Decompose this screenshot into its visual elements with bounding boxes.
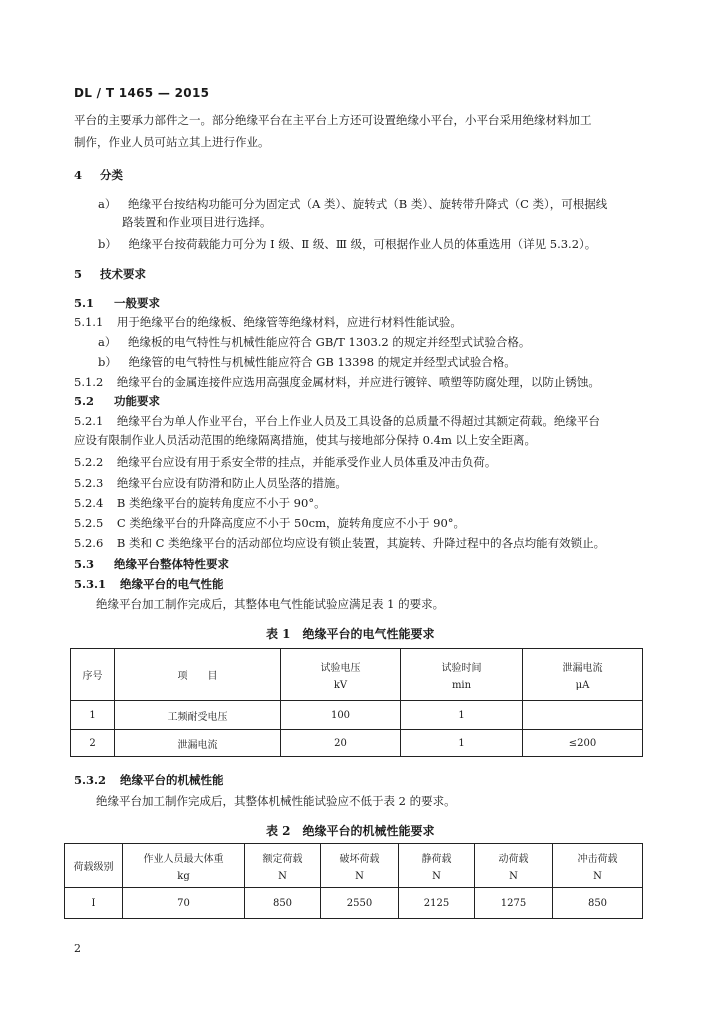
clause-number: 5.2.1 — [74, 414, 104, 428]
section-title: 功能要求 — [114, 394, 161, 408]
table-cell: 2 — [71, 730, 115, 757]
clause-5-2-2 — [74, 454, 496, 470]
table-cell: 2550 — [321, 888, 399, 919]
table-cell: 2125 — [399, 888, 475, 919]
section-title: 绝缘平台的机械性能 — [120, 773, 224, 787]
clause-number: 5.1.2 — [74, 375, 104, 389]
table-row — [71, 730, 643, 757]
clause-text: 绝缘平台为单人作业平台，平台上作业人员及工具设备的总质量不得超过其额定荷载。绝缘平台 — [116, 414, 600, 428]
table-cell: 70 — [123, 888, 245, 919]
clause-number: 5.1.1 — [74, 315, 104, 329]
header-cell: 作业人员最大体重 kg — [123, 844, 245, 888]
section-number: 5.3 — [74, 557, 95, 571]
item-label: b） — [98, 237, 117, 251]
item-text: 绝缘板的电气特性与机械性能应符合 GB/T 1303.2 的规定并经型式试验合格。 — [128, 335, 531, 349]
header-cell: 破坏荷载 N — [321, 844, 399, 888]
clause-text: 用于绝缘平台的绝缘板、绝缘管等绝缘材料，应进行材料性能试验。 — [116, 315, 462, 329]
clause-5-1-1 — [74, 314, 462, 330]
section-title: 一般要求 — [114, 296, 161, 310]
header-cell: 试验时间 min — [401, 649, 523, 701]
clause-5-2-6 — [74, 535, 605, 551]
table-row — [65, 888, 643, 919]
table-row — [71, 701, 643, 730]
header-cell: 冲击荷载 N — [553, 844, 643, 888]
header-cell: 泄漏电流 μA — [523, 649, 643, 701]
table-header-row — [65, 844, 643, 888]
section-5-3-2-heading — [74, 772, 224, 788]
clause-number: 5.2.2 — [74, 455, 104, 469]
section-4-heading — [74, 167, 123, 183]
header-cell: 序号 — [71, 649, 115, 701]
table-cell: 1 — [401, 701, 523, 730]
item-text: 绝缘平台按结构功能可分为固定式（A 类）、旋转式（B 类）、旋转带升降式（C 类），可根据线 — [128, 197, 608, 211]
item-label: a） — [98, 335, 117, 349]
header-cell: 荷载级别 — [65, 844, 123, 888]
section-5-heading — [74, 266, 146, 282]
table-cell: 20 — [281, 730, 401, 757]
clause-5-1-2 — [74, 374, 600, 390]
clause-number: 5.2.6 — [74, 536, 104, 550]
intro-line-2: 制作，作业人员可站立其上进行作业。 — [74, 135, 270, 149]
header-cell: 额定荷载 N — [245, 844, 321, 888]
table-cell: 工频耐受电压 — [115, 701, 281, 730]
section-number: 5.2 — [74, 394, 95, 408]
table-2-mechanical-performance — [64, 843, 643, 919]
table-cell: 850 — [553, 888, 643, 919]
standard-number-header: DL / T 1465 — 2015 — [74, 86, 210, 100]
table-cell: 1 — [71, 701, 115, 730]
table-cell: ≤200 — [523, 730, 643, 757]
clause-number: 5.2.5 — [74, 516, 104, 530]
header-cell: 项 目 — [115, 649, 281, 701]
intro-line-1: 平台的主要承力部件之一。部分绝缘平台在主平台上方还可设置绝缘小平台，小平台采用绝缘材料加工 — [74, 113, 592, 127]
clause-number: 5.2.4 — [74, 496, 104, 510]
item-text: 绝缘管的电气特性与机械性能应符合 GB 13398 的规定并经型式试验合格。 — [128, 355, 516, 369]
table-2-caption: 表 2 绝缘平台的机械性能要求 — [266, 824, 435, 838]
clause-text: C 类绝缘平台的升降高度应不小于 50cm，旋转角度应不小于 90°。 — [116, 516, 466, 530]
section-5-2-heading — [74, 393, 160, 409]
section-number: 5.1 — [74, 296, 95, 310]
section-title: 绝缘平台的电气性能 — [120, 577, 224, 591]
section-number: 5.3.2 — [74, 773, 107, 787]
clause-5-2-1-cont: 应设有限制作业人员活动范围的绝缘隔离措施，使其与接地部分保持 0.4m 以上安全距离。 — [74, 433, 537, 447]
clause-5-1-1-item-a — [98, 334, 530, 350]
clause-5-2-3 — [74, 475, 347, 491]
table-cell: 泄漏电流 — [115, 730, 281, 757]
classification-item-a — [98, 196, 607, 212]
item-label: a） — [98, 197, 117, 211]
page-number: 2 — [74, 942, 81, 955]
table-cell: 1 — [401, 730, 523, 757]
table-cell: 100 — [281, 701, 401, 730]
clause-number: 5.2.3 — [74, 476, 104, 490]
section-number: 5.3.1 — [74, 577, 107, 591]
table-cell: 1275 — [475, 888, 553, 919]
table-cell — [523, 701, 643, 730]
section-5-title: 技术要求 — [100, 267, 147, 281]
classification-item-a-cont: 路装置和作业项目进行选择。 — [122, 215, 272, 229]
clause-5-1-1-item-b — [98, 354, 516, 370]
item-text: 绝缘平台按荷载能力可分为 Ⅰ 级、Ⅱ 级、Ⅲ 级，可根据作业人员的体重选用（详见 5.3.2）。 — [128, 237, 597, 251]
section-5-number: 5 — [74, 267, 83, 281]
table-1-electrical-performance — [70, 648, 643, 757]
header-cell: 试验电压 kV — [281, 649, 401, 701]
table-header-row — [71, 649, 643, 701]
table-cell: Ⅰ — [65, 888, 123, 919]
clause-text: 绝缘平台应设有用于系安全带的挂点，并能承受作业人员体重及冲击负荷。 — [116, 455, 497, 469]
clause-5-3-2-text: 绝缘平台加工制作完成后，其整体机械性能试验应不低于表 2 的要求。 — [96, 794, 456, 808]
clause-text: B 类和 C 类绝缘平台的活动部位均应设有锁止装置，其旋转、升降过程中的各点均能有效锁止。 — [116, 536, 606, 550]
header-cell: 静荷载 N — [399, 844, 475, 888]
clause-5-2-5 — [74, 515, 465, 531]
clause-text: 绝缘平台的金属连接件应选用高强度金属材料，并应进行镀锌、喷塑等防腐处理，以防止锈蚀。 — [116, 375, 600, 389]
section-4-number: 4 — [74, 168, 83, 182]
clause-5-3-1-text: 绝缘平台加工制作完成后，其整体电气性能试验应满足表 1 的要求。 — [96, 597, 445, 611]
section-5-3-heading — [74, 556, 229, 572]
clause-5-2-4 — [74, 495, 326, 511]
section-4-title: 分类 — [100, 168, 124, 182]
clause-text: B 类绝缘平台的旋转角度应不小于 90°。 — [116, 496, 326, 510]
table-1-caption: 表 1 绝缘平台的电气性能要求 — [266, 627, 435, 641]
clause-5-2-1 — [74, 413, 600, 429]
section-title: 绝缘平台整体特性要求 — [114, 557, 230, 571]
table-cell: 850 — [245, 888, 321, 919]
classification-item-b — [98, 236, 596, 252]
item-label: b） — [98, 355, 117, 369]
section-5-1-heading — [74, 295, 160, 311]
section-5-3-1-heading — [74, 576, 224, 592]
clause-text: 绝缘平台应设有防滑和防止人员坠落的措施。 — [116, 476, 347, 490]
header-cell: 动荷载 N — [475, 844, 553, 888]
